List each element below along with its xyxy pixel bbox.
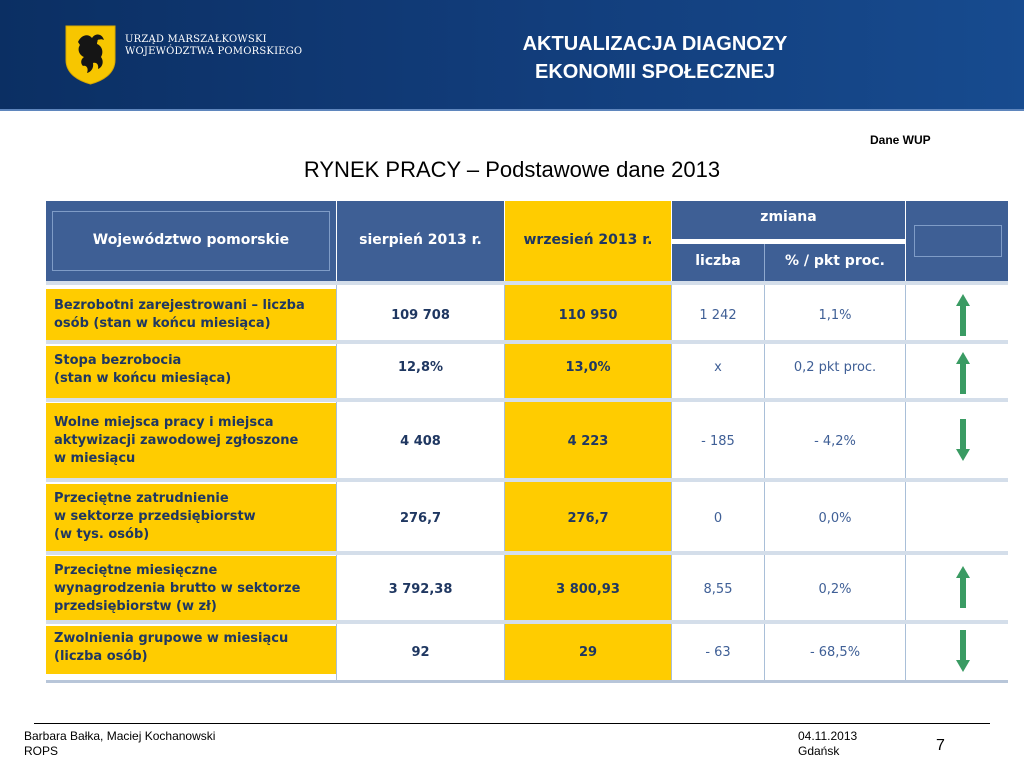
page-title-line1: AKTUALIZACJA DIAGNOZY xyxy=(522,33,788,55)
header-band xyxy=(0,0,1024,111)
footer-org: ROPS xyxy=(24,744,59,758)
value-september: 29 xyxy=(578,645,598,660)
arrow-up-icon xyxy=(956,566,970,612)
source-note: Dane WUP xyxy=(870,133,931,147)
header-trend-frame xyxy=(914,225,1002,257)
arrow-down-icon xyxy=(956,419,970,465)
value-change-percent: 0,2 pkt proc. xyxy=(793,360,877,375)
value-change-count: - 185 xyxy=(701,434,735,449)
row-label-line: Stopa bezrobocia xyxy=(54,353,182,368)
footer-city: Gdańsk xyxy=(798,744,840,758)
footer-authors xyxy=(24,729,215,759)
value-change-percent: - 4,2% xyxy=(814,434,856,449)
page-number: 7 xyxy=(936,737,945,754)
value-september: 4 223 xyxy=(567,434,609,449)
value-change-count: 8,55 xyxy=(703,582,733,597)
value-change-count: x xyxy=(714,360,722,375)
header-cell-aug xyxy=(337,201,504,281)
arrow-up-icon xyxy=(956,294,970,340)
griffin-coat-of-arms-icon xyxy=(64,24,117,85)
header-region-label: Województwo pomorskie xyxy=(92,232,290,248)
value-september: 3 800,93 xyxy=(556,582,620,597)
value-september: 13,0% xyxy=(565,360,611,375)
row-separator xyxy=(46,398,1008,402)
value-change-percent: - 68,5% xyxy=(809,645,861,660)
header-cell-change xyxy=(672,201,905,281)
labour-market-table xyxy=(46,201,1008,683)
row-label xyxy=(54,490,256,544)
header-count-label: liczba xyxy=(695,253,741,269)
slide-subtitle: RYNEK PRACY – Podstawowe dane 2013 xyxy=(303,157,721,182)
row-label-line: aktywizacji zawodowej zgłoszone xyxy=(54,433,299,448)
row-label-line: Bezrobotni zarejestrowani – liczba xyxy=(54,298,305,313)
row-label xyxy=(54,630,288,666)
value-change-count: 0 xyxy=(713,511,723,526)
header-cell-trend xyxy=(906,201,1008,281)
value-august: 4 408 xyxy=(400,434,441,449)
value-change-percent: 0,2% xyxy=(818,582,852,597)
value-change-count: - 63 xyxy=(705,645,731,660)
row-label-line: (stan w końcu miesiąca) xyxy=(54,371,232,386)
header-sep-label: wrzesień 2013 r. xyxy=(523,232,653,248)
row-label xyxy=(54,414,298,468)
value-change-percent: 1,1% xyxy=(818,308,852,323)
row-separator xyxy=(46,620,1008,624)
row-label xyxy=(54,297,305,333)
row-label-line: Przeciętne miesięczne xyxy=(54,563,218,578)
header-aug-label: sierpień 2013 r. xyxy=(359,232,482,248)
value-august: 12,8% xyxy=(397,360,444,375)
row-separator xyxy=(46,478,1008,482)
row-label-cell xyxy=(46,626,336,674)
row-separator xyxy=(46,551,1008,555)
org-name-line1: URZĄD MARSZAŁKOWSKI xyxy=(125,34,267,45)
row-label-line: w miesiącu xyxy=(54,451,136,466)
row-label-cell xyxy=(46,289,336,340)
value-september: 276,7 xyxy=(567,511,609,526)
header-change-label: zmiana xyxy=(760,209,817,225)
row-label-line: w sektorze przedsiębiorstw xyxy=(54,509,256,524)
org-name xyxy=(125,34,302,58)
row-label-line: (liczba osób) xyxy=(54,649,148,664)
org-name-line2: WOJEWÓDZTWA POMORSKIEGO xyxy=(125,46,303,57)
value-change-percent: 0,0% xyxy=(818,511,852,526)
row-label-line: wynagrodzenia brutto w sektorze xyxy=(54,581,301,596)
table-bottom-border xyxy=(46,680,1008,683)
value-august: 276,7 xyxy=(399,511,442,526)
header-percent-label: % / pkt proc. xyxy=(785,253,885,269)
header-rule xyxy=(0,109,1024,111)
value-august: 109 708 xyxy=(391,308,450,323)
value-august: 92 xyxy=(411,645,430,660)
row-label xyxy=(54,352,231,388)
header-cell-region xyxy=(46,201,336,281)
row-label-line: Zwolnienia grupowe w miesiącu xyxy=(54,631,289,646)
row-label-line: osób (stan w końcu miesiąca) xyxy=(54,316,271,331)
row-label xyxy=(54,562,300,616)
arrow-down-icon xyxy=(956,630,970,676)
value-september: 110 950 xyxy=(558,308,618,323)
footer-date: 04.11.2013 xyxy=(798,729,858,743)
footer-authors-names: Barbara Bałka, Maciej Kochanowski xyxy=(24,729,216,743)
row-label-line: Wolne miejsca pracy i miejsca xyxy=(54,415,274,430)
row-label-line: Przeciętne zatrudnienie xyxy=(54,491,229,506)
row-label-cell xyxy=(46,346,336,398)
row-separator xyxy=(46,340,1008,344)
row-label-line: (w tys. osób) xyxy=(54,527,150,542)
footer-date-place xyxy=(798,729,857,759)
row-label-cell xyxy=(46,484,336,551)
arrow-up-icon xyxy=(956,352,970,398)
header-change-divider xyxy=(672,239,905,244)
page-title-line2: EKONOMII SPOŁECZNEJ xyxy=(534,61,776,83)
value-august: 3 792,38 xyxy=(388,582,453,597)
header-cell-sep xyxy=(505,201,671,281)
row-label-cell xyxy=(46,556,336,620)
row-label-line: przedsiębiorstw (w zł) xyxy=(54,599,217,614)
footer-rule xyxy=(34,723,990,724)
row-separator xyxy=(46,281,1008,285)
value-change-count: 1 242 xyxy=(699,308,737,323)
page-title xyxy=(420,30,890,86)
row-label-cell xyxy=(46,403,336,478)
